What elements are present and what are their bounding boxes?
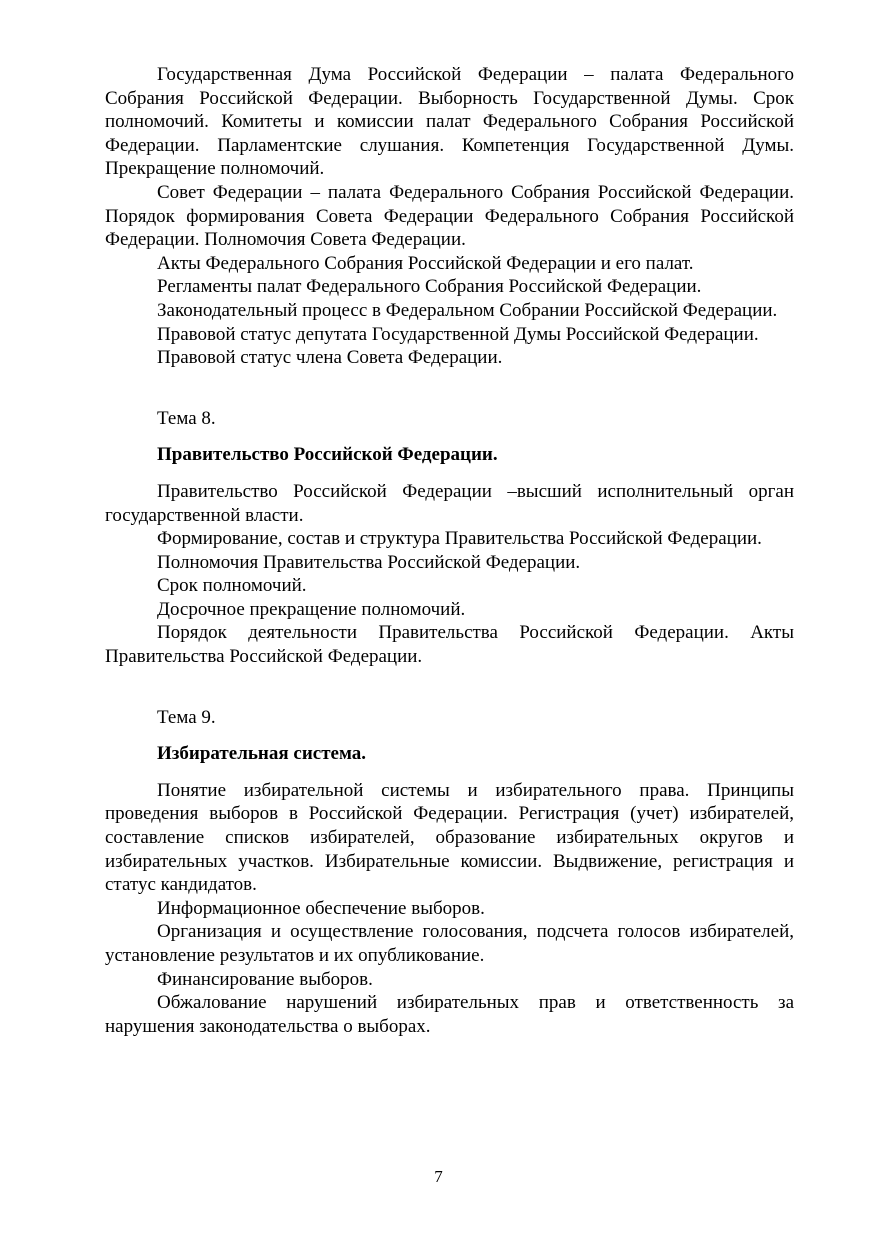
topic-8-paragraph: Правительство Российской Федерации –высший исполнительный орган государственной власти. <box>105 480 794 526</box>
paragraph-deputy-status: Правовой статус депутата Государственной Думы Российской Федерации. <box>157 323 759 345</box>
topic-8-paragraph: Формирование, состав и структура Правительства Российской Федерации. <box>157 528 762 550</box>
topic-9-paragraph: Организация и осуществление голосования, подсчета голосов избирателей, установление результатов и их опубликование. <box>105 921 794 966</box>
topic-8-paragraph: Порядок деятельности Правительства Российской Федерации. Акты Правительства Российской Федерации. <box>105 622 794 668</box>
topic-9-heading: Избирательная система. <box>157 743 367 765</box>
spacer <box>105 370 794 407</box>
topic-8-label: Тема 8. <box>157 407 216 429</box>
topic-9-paragraph: Понятие избирательной системы и избирательного права. Принципы проведения выборов в Российской Федерации. Регистрация (учет) избирателей, составление списков избирателей, образование избирательных округов и избирательных участков. Избирательные комиссии. Выдвижение, регистрация и статус кандидатов. <box>105 779 794 896</box>
document-page <box>105 63 794 1038</box>
paragraph-acts: Акты Федерального Собрания Российской Федерации и его палат. <box>157 252 694 274</box>
spacer <box>105 430 794 443</box>
paragraph-council-member-status: Правовой статус члена Совета Федерации. <box>157 347 503 369</box>
paragraph-federation-council: Совет Федерации – палата Федерального Собрания Российской Федерации. Порядок формирования Совета Федерации Федерального Собрания Российской Федерации. Полномочия Совета Федерации. <box>105 181 794 251</box>
spacer <box>105 766 794 779</box>
topic-9-label: Тема 9. <box>157 706 216 728</box>
topic-8-paragraph: Полномочия Правительства Российской Федерации. <box>157 551 581 573</box>
paragraph-regulations: Регламенты палат Федерального Собрания Российской Федерации. <box>157 276 702 298</box>
topic-9-paragraph: Информационное обеспечение выборов. <box>157 897 485 919</box>
spacer <box>105 669 794 706</box>
page-number: 7 <box>434 1167 443 1186</box>
spacer <box>105 729 794 742</box>
topic-9-paragraph: Обжалование нарушений избирательных прав и ответственность за нарушения законодательства о выборах. <box>105 992 794 1037</box>
topic-8-heading: Правительство Российской Федерации. <box>157 444 498 466</box>
paragraph-state-duma: Государственная Дума Российской Федерации – палата Федерального Собрания Российской Федерации. Выборность Государственной Думы. Срок полномочий. Комитеты и комиссии палат Федерального Собрания Российской Федерации. Парламентские слушания. Компетенция Государственной Думы. Прекращение полномочий. <box>105 64 794 180</box>
topic-8-paragraph: Срок полномочий. <box>157 575 307 597</box>
paragraph-legislative-process: Законодательный процесс в Федеральном Собрании Российской Федерации. <box>157 299 778 321</box>
topic-9-paragraph: Финансирование выборов. <box>157 968 373 990</box>
spacer <box>105 467 794 480</box>
topic-8-paragraph: Досрочное прекращение полномочий. <box>157 598 466 620</box>
